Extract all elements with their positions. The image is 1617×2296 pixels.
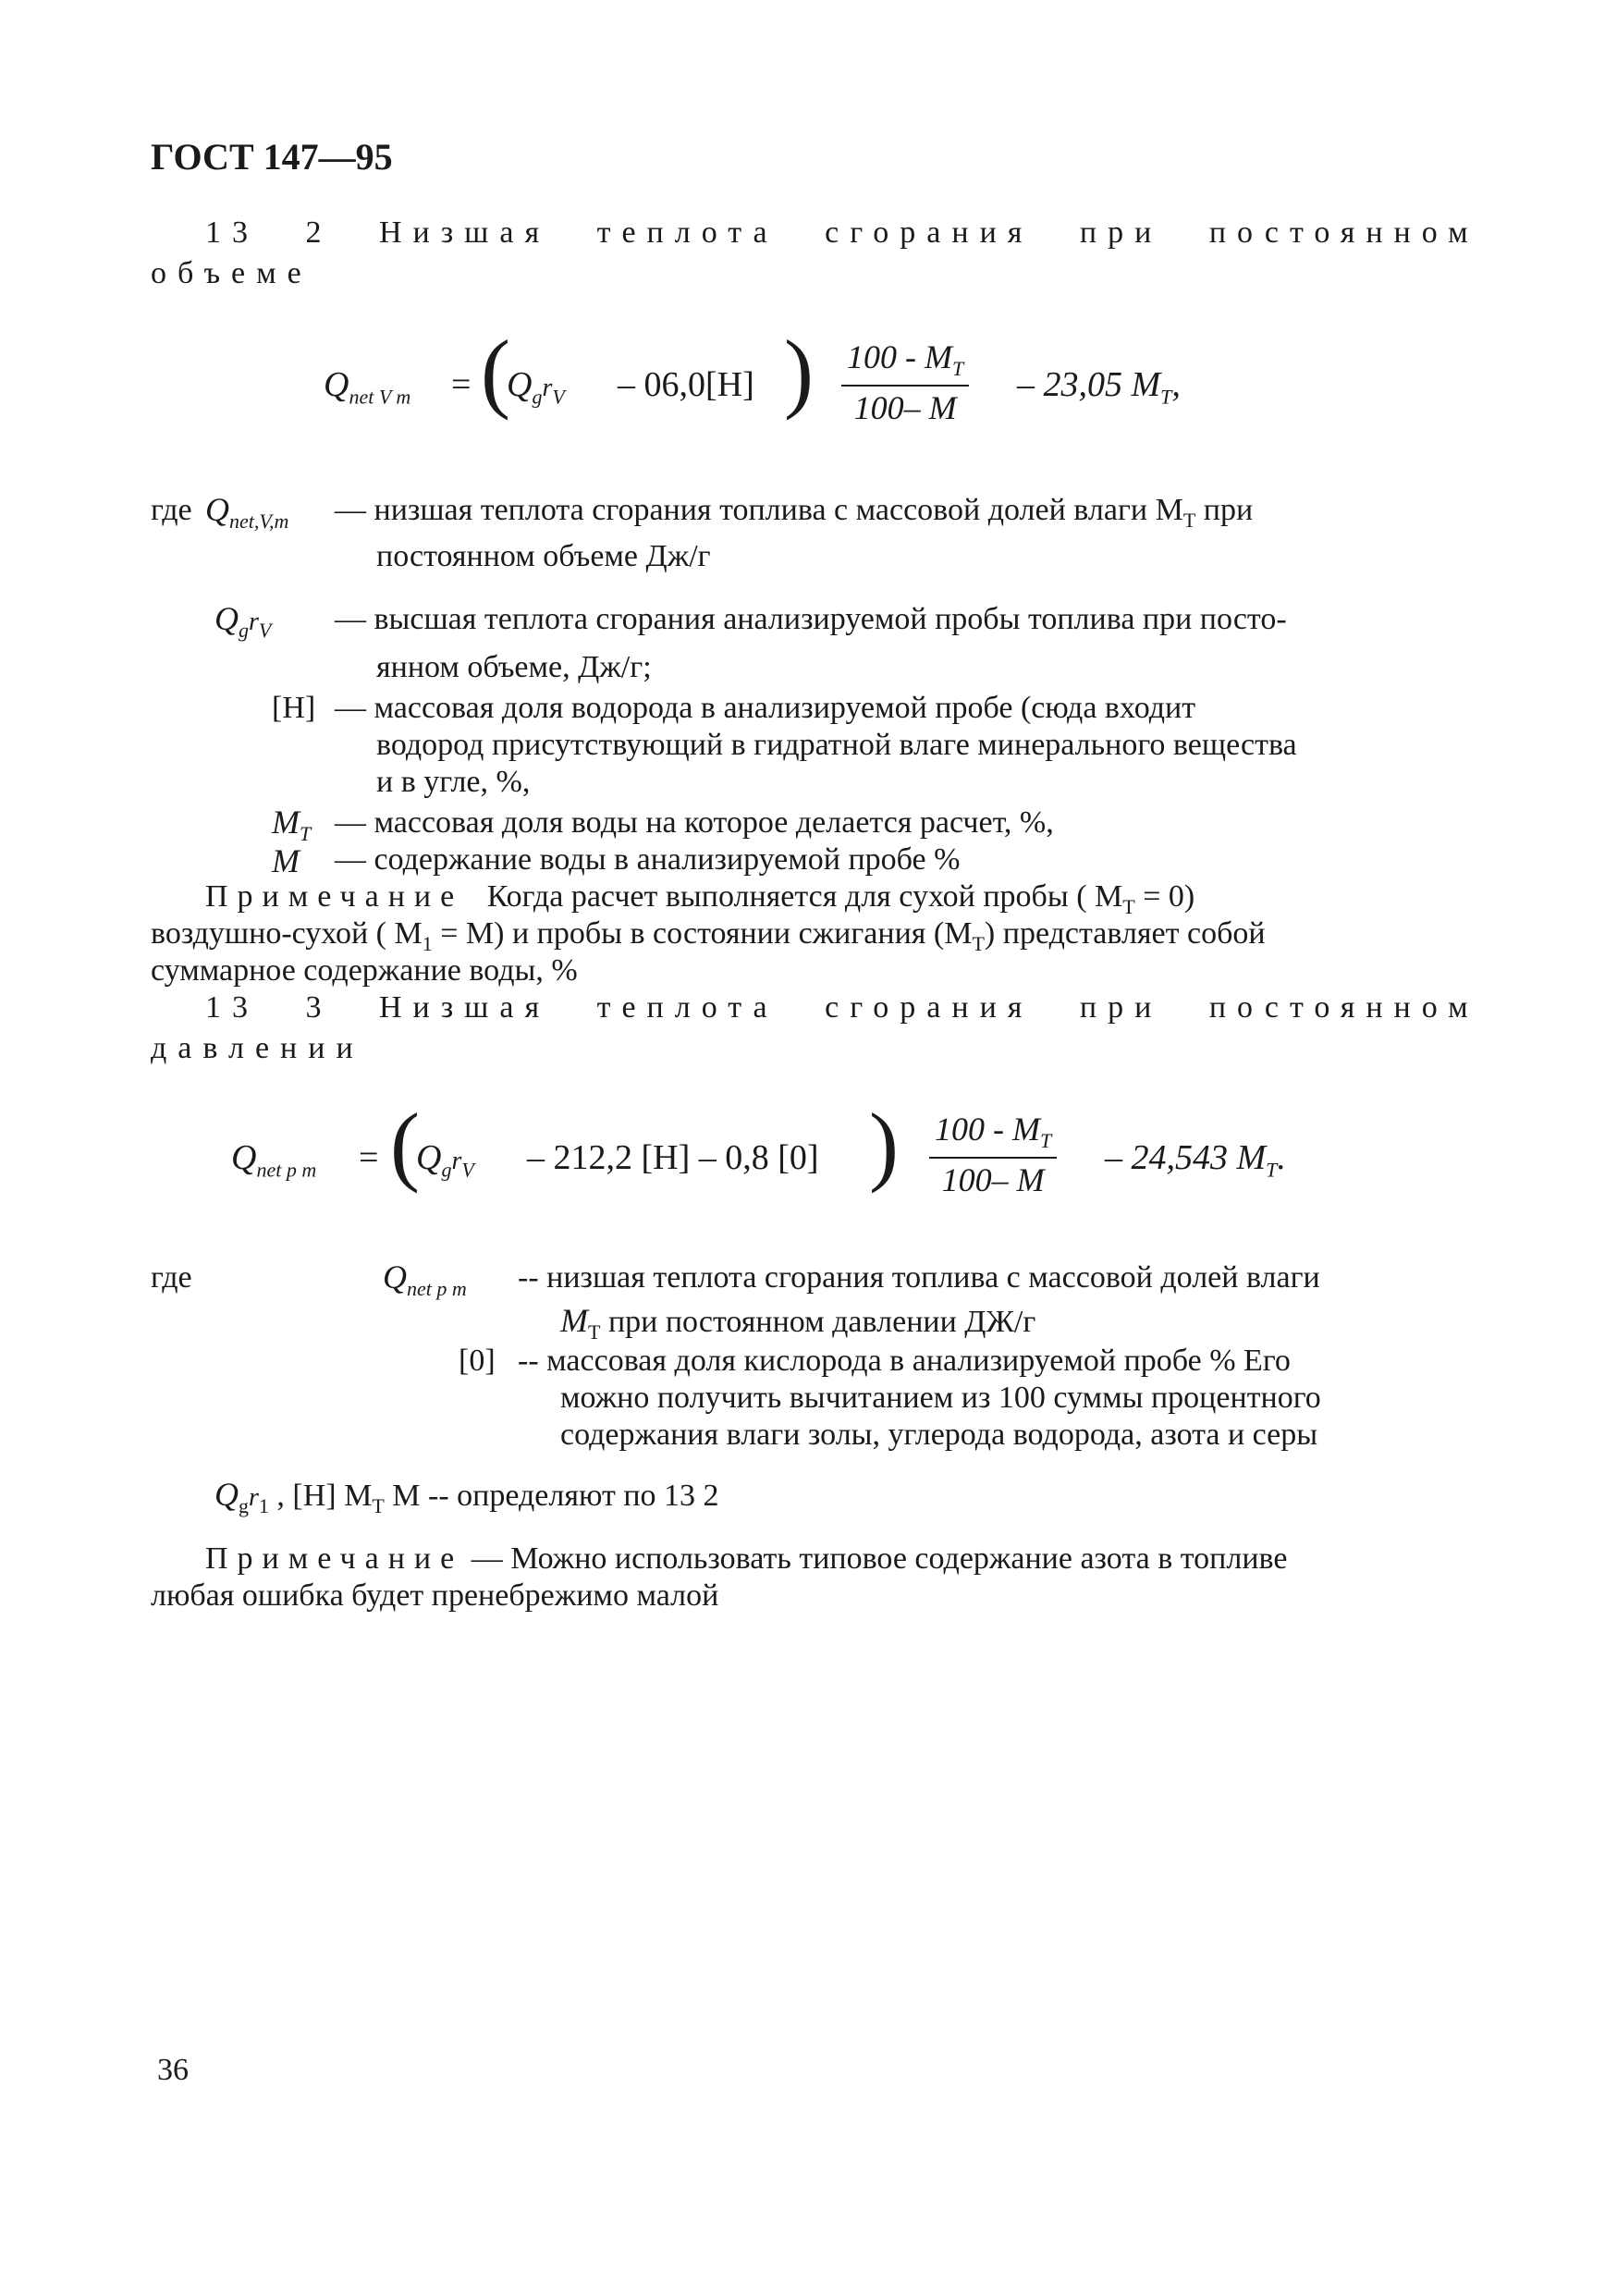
- defs-1-qnet-desc: — низшая теплота сгорания топлива с массовой долей влаги $M_T$ при: [335, 493, 1254, 532]
- defs-1-m-desc: — содержание воды в анализируемой пробе %: [335, 842, 961, 877]
- defs-2-o-desc-cont: можно получить вычитанием из 100 суммы процентного: [560, 1381, 1321, 1415]
- defs-2-o-symbol: [0]: [459, 1344, 496, 1378]
- defs-2-qnet-symbol: $Q_{net p m}$: [383, 1259, 467, 1301]
- formula-2-numerator: $100 - M_T$: [929, 1110, 1057, 1159]
- note-1-line-3: суммарное содержание воды, %: [151, 953, 578, 988]
- section-heading-1-3-2-cont: объеме: [151, 256, 312, 290]
- formula-2-denominator: 100– M: [941, 1161, 1045, 1199]
- formula-2-open-paren: (: [390, 1095, 420, 1194]
- formula-1-tail: – 23,05 $M_T$,: [1017, 365, 1181, 409]
- formula-2-close-paren: ): [869, 1095, 899, 1194]
- defs-2-refs: $Q_gr_1$ , [H] $M_T$ M -- определяют по 13 2: [214, 1476, 719, 1517]
- section-heading-1-3-3: 13 3 Низшая теплота сгорания при постоянном: [205, 990, 1479, 1025]
- formula-1-numerator: $100 - M_T$: [841, 338, 969, 387]
- formula-2-tail: – 24,543 $M_T$.: [1105, 1138, 1286, 1182]
- defs-1-h-desc-cont: водород присутствующий в гидратной влаге минерального вещества: [376, 728, 1297, 762]
- formula-1-lhs: $Q_{net V m}$: [324, 365, 411, 409]
- defs-1-qg-desc-cont: янном объеме, Дж/г;: [376, 650, 652, 684]
- section-heading-1-3-2: 13 2 Низшая теплота сгорания при постоянном: [205, 215, 1479, 250]
- defs-2-where: где: [151, 1260, 192, 1295]
- defs-1-qg-symbol: $Q_gr_V$: [214, 600, 272, 643]
- note-2: Примечание — Можно использовать типовое содержание азота в топливе: [205, 1541, 1288, 1576]
- formula-2-lhs: $Q_{net p m}$: [231, 1138, 317, 1182]
- defs-2-qnet-desc: -- низшая теплота сгорания топлива с массовой долей влаги: [518, 1260, 1320, 1295]
- defs-1-qg-desc: — высшая теплота сгорания анализируемой пробы топлива при посто-: [335, 602, 1287, 636]
- section-heading-1-3-3-cont: давлении: [151, 1031, 364, 1065]
- page-number: 36: [157, 2053, 189, 2087]
- defs-1-h-desc-cont-2: и в угле, %,: [376, 765, 531, 799]
- defs-2-qnet-desc-cont: $M_T$ при постоянном давлении ДЖ/г: [560, 1302, 1036, 1344]
- formula-2-minus-term: – 212,2 [H] – 0,8 [0]: [527, 1138, 819, 1177]
- formula-1-inner: $Q_gr_V$: [507, 365, 565, 409]
- defs-2-o-desc: -- массовая доля кислорода в анализируемой пробе % Его: [518, 1344, 1291, 1378]
- defs-1-where: где: [151, 493, 192, 527]
- formula-1-eq: =: [451, 365, 472, 404]
- defs-1-m-symbol: M: [272, 842, 300, 879]
- defs-1-h-desc: — массовая доля водорода в анализируемой пробе (сюда входит: [335, 691, 1196, 725]
- note-2-line-2: любая ошибка будет пренебрежимо малой: [151, 1578, 719, 1613]
- formula-2-inner: $Q_gr_V$: [416, 1138, 474, 1182]
- formula-1-fraction: [841, 338, 969, 427]
- formula-1-open-paren: (: [481, 322, 510, 421]
- defs-1-h-symbol: [H]: [272, 691, 316, 725]
- formula-1-minus-term: – 06,0[H]: [618, 365, 754, 404]
- formula-2-eq: =: [359, 1138, 379, 1177]
- defs-1-mt-desc: — массовая доля воды на которое делается расчет, %,: [335, 805, 1054, 840]
- defs-1-qnet-symbol: $Q_{net,V,m}$: [205, 491, 289, 534]
- note-1-line-2: воздушно-сухой ( $M_1 = M$) и пробы в состоянии сжигания $(M_T)$ представляет собой: [151, 916, 1266, 955]
- formula-2-fraction: [929, 1110, 1057, 1199]
- formula-1-denominator: 100– M: [853, 389, 957, 427]
- formula-1-close-paren: ): [784, 322, 814, 421]
- note-1: Примечание Когда расчет выполняется для сухой пробы ( $M_T = 0$): [205, 879, 1195, 918]
- defs-2-o-desc-cont-2: содержания влаги золы, углерода водорода, азота и серы: [560, 1418, 1318, 1452]
- document-header: ГОСТ 147—95: [151, 136, 393, 178]
- defs-1-mt-symbol: $M_T$: [272, 804, 312, 846]
- defs-1-qnet-desc-cont: постоянном объеме Дж/г: [376, 539, 711, 573]
